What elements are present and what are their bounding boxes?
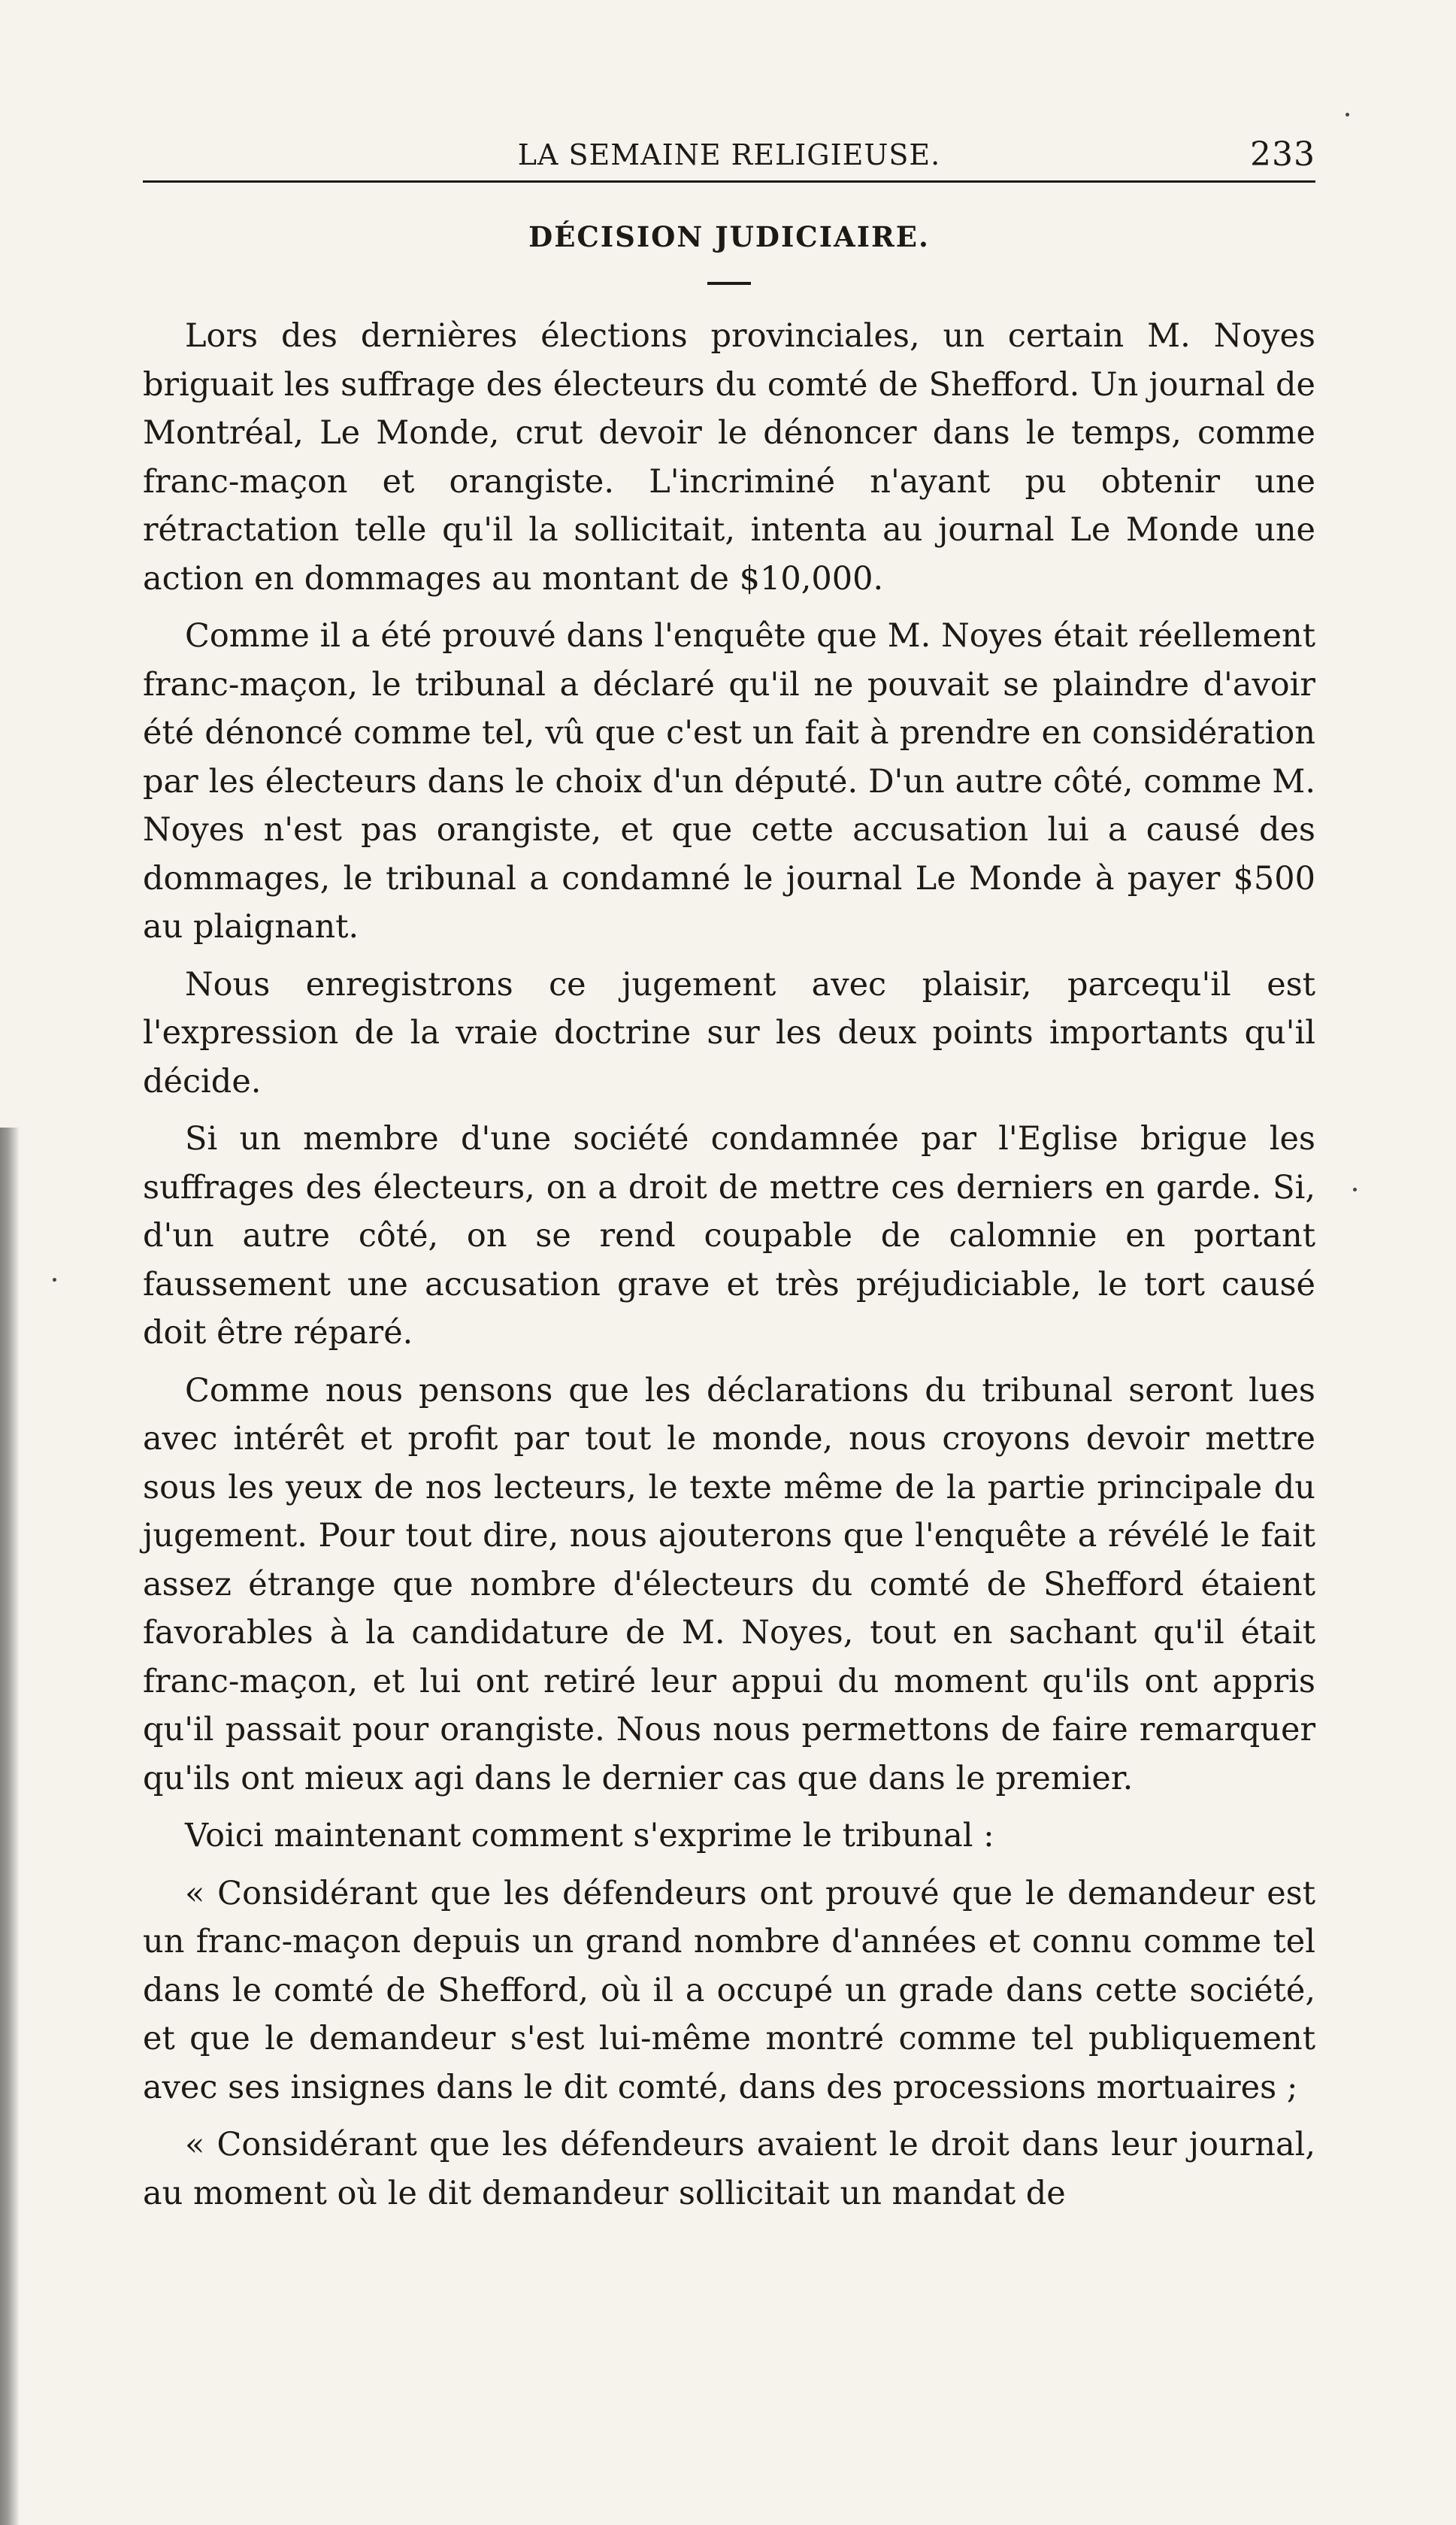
title-rule (707, 282, 751, 285)
page-binding-shadow (0, 1128, 20, 2525)
section-title: DÉCISION JUDICIAIRE. (528, 220, 930, 253)
quoted-paragraph: « Considérant que les défendeurs ont prouvé que le demandeur est un franc-maçon depuis un grand nombre d'années et connu comme tel dans le comté de Shefford, où il a occupé un grade dans cette société, et que le demandeur s'est lui-même montré comme tel publiquement avec ses insignes dans le dit comté, dans des processions mortuaires ; (143, 1874, 1315, 2106)
paragraph: Voici maintenant comment s'exprime le tribunal : (185, 1817, 994, 1854)
running-title: LA SEMAINE RELIGIEUSE. (517, 138, 941, 171)
print-speck (1353, 1188, 1357, 1191)
page-number: 233 (1250, 135, 1315, 174)
print-speck (53, 1278, 56, 1282)
quoted-paragraph: « Considérant que les défendeurs avaient le droit dans leur journal, au moment où le dit demandeur sollicitait un mandat de (143, 2126, 1315, 2212)
article-body (143, 312, 1315, 2218)
paragraph: Comme nous pensons que les déclarations du tribunal seront lues avec intérêt et profit par tout le monde, nous croyons devoir mettre sous les yeux de nos lecteurs, le texte même de la partie principale du jugement. Pour tout dire, nous ajouterons que l'enquête a révélé le fait assez étrange que nombre d'électeurs du comté de Shefford étaient favorables à la candidature de M. Noyes, tout en sachant qu'il était franc-maçon, et lui ont retiré leur appui du moment qu'ils ont appris qu'il passait pour orangiste. Nous nous permettons de faire remarquer qu'ils ont mieux agi dans le dernier cas que dans le premier. (143, 1371, 1315, 1797)
paragraph: Nous enregistrons ce jugement avec plaisir, parcequ'il est l'expression de la vraie doctrine sur les deux points importants qu'il décide. (143, 965, 1315, 1101)
paragraph: Lors des dernières élections provinciales, un certain M. Noyes briguait les suffrage des électeurs du comté de Shefford. Un journal de Montréal, Le Monde, crut devoir le dénoncer dans le temps, comme franc-maçon et orangiste. L'incriminé n'ayant pu obtenir une rétractation telle qu'il la sollicitait, intenta au journal Le Monde une action en dommages au montant de $10,000. (143, 317, 1315, 598)
paragraph: Comme il a été prouvé dans l'enquête que M. Noyes était réellement franc-maçon, le tribunal a déclaré qu'il ne pouvait se plaindre d'avoir été dénoncé comme tel, vû que c'est un fait à prendre en considération par les électeurs dans le choix d'un député. D'un autre côté, comme M. Noyes n'est pas orangiste, et que cette accusation lui a causé des dommages, le tribunal a condamné le journal Le Monde à payer $500 au plaignant. (143, 617, 1315, 946)
paragraph: Si un membre d'une société condamnée par l'Eglise brigue les suffrages des électeurs, on a droit de mettre ces derniers en garde. Si, d'un autre côté, on se rend coupable de calomnie en portant faussement une accusation grave et très préjudiciable, le tort causé doit être réparé. (143, 1120, 1315, 1352)
print-speck (1346, 113, 1349, 117)
running-header (143, 135, 1315, 183)
book-page (143, 135, 1315, 2227)
